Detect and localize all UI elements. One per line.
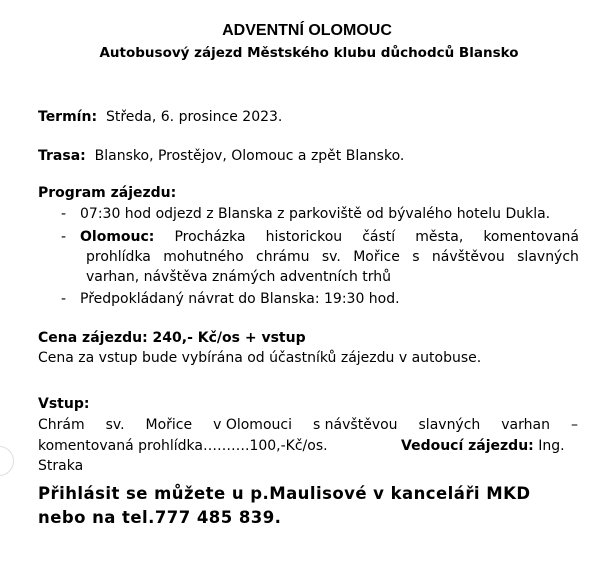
trasa-value: Blansko, Prostějov, Olomouc a zpět Blansko. (94, 148, 405, 164)
page-title: ADVENTNÍ OLOMOUC (222, 22, 392, 39)
text-word: částí (362, 229, 396, 245)
termin-value: Středa, 6. prosince 2023. (105, 109, 283, 125)
cena-heading: Cena zájezdu: 240,- Kč/os + vstup (38, 330, 306, 346)
text-word: s (412, 249, 420, 265)
text-word: sv. (105, 417, 125, 433)
program-item-olomouc-line2 (86, 248, 579, 267)
termin-label: Termín: (38, 109, 98, 125)
text-word: varhan (501, 417, 550, 433)
text-word: s návštěvou (312, 417, 398, 433)
text-word: Procházka (174, 229, 246, 245)
text-word: Mořice (353, 249, 400, 265)
text-word: města, (415, 229, 464, 245)
vedouci-prefix: Ing. (538, 438, 565, 454)
program-item-olomouc-line1 (80, 228, 579, 247)
page-subtitle: Autobusový zájezd Městského klubu důchodců Blansko (99, 45, 519, 61)
vedouci-label: Vedoucí zájezdu: (401, 438, 534, 454)
text-word: Chrám (38, 417, 85, 433)
trasa-label: Trasa: (38, 148, 86, 164)
program-item-olomouc-label: Olomouc: (80, 229, 155, 245)
signup-line2: nebo na tel.777 485 839. (38, 508, 282, 527)
text-word: návštěvou (431, 249, 505, 265)
program-item-departure: 07:30 hod odjezd z Blanska z parkoviště od bývalého hotelu Dukla. (80, 206, 551, 222)
vstup-heading: Vstup: (38, 396, 90, 412)
trasa-line (38, 147, 404, 166)
vedouci-name: Straka (38, 458, 84, 474)
signup-line1: Přihlásit se můžete u p.Maulisové v kanceláři MKD (38, 484, 531, 503)
text-word: Mořice (145, 417, 193, 433)
list-dash: - (61, 229, 67, 245)
vstup-line1 (38, 416, 578, 435)
program-item-return: Předpokládaný návrat do Blanska: 19:30 hod. (80, 291, 400, 307)
text-word: mohutného (163, 249, 244, 265)
scroll-edge-button[interactable] (0, 446, 14, 476)
text-word: komentovaná (483, 229, 579, 245)
text-word: prohlídka (86, 249, 151, 265)
list-dash: - (61, 291, 67, 307)
text-word: – (570, 417, 578, 433)
text-word: historickou (265, 229, 343, 245)
termin-line (38, 108, 282, 127)
text-word: sv. (321, 249, 341, 265)
text-word: v Olomouci (213, 417, 292, 433)
program-heading: Program zájezdu: (38, 185, 177, 201)
text-word: slavných (517, 249, 579, 265)
list-dash: - (61, 206, 67, 222)
vstup-price: komentovaná prohlídka……….100,-Kč/os. (38, 438, 328, 454)
text-word: chrámu (256, 249, 310, 265)
cena-note: Cena za vstup bude vybírána od účastníků zájezdu v autobuse. (38, 350, 482, 366)
vedouci-line (401, 437, 565, 456)
program-item-olomouc-line3: varhan, návštěva známých adventních trhů (86, 269, 392, 285)
text-word: slavných (418, 417, 481, 433)
